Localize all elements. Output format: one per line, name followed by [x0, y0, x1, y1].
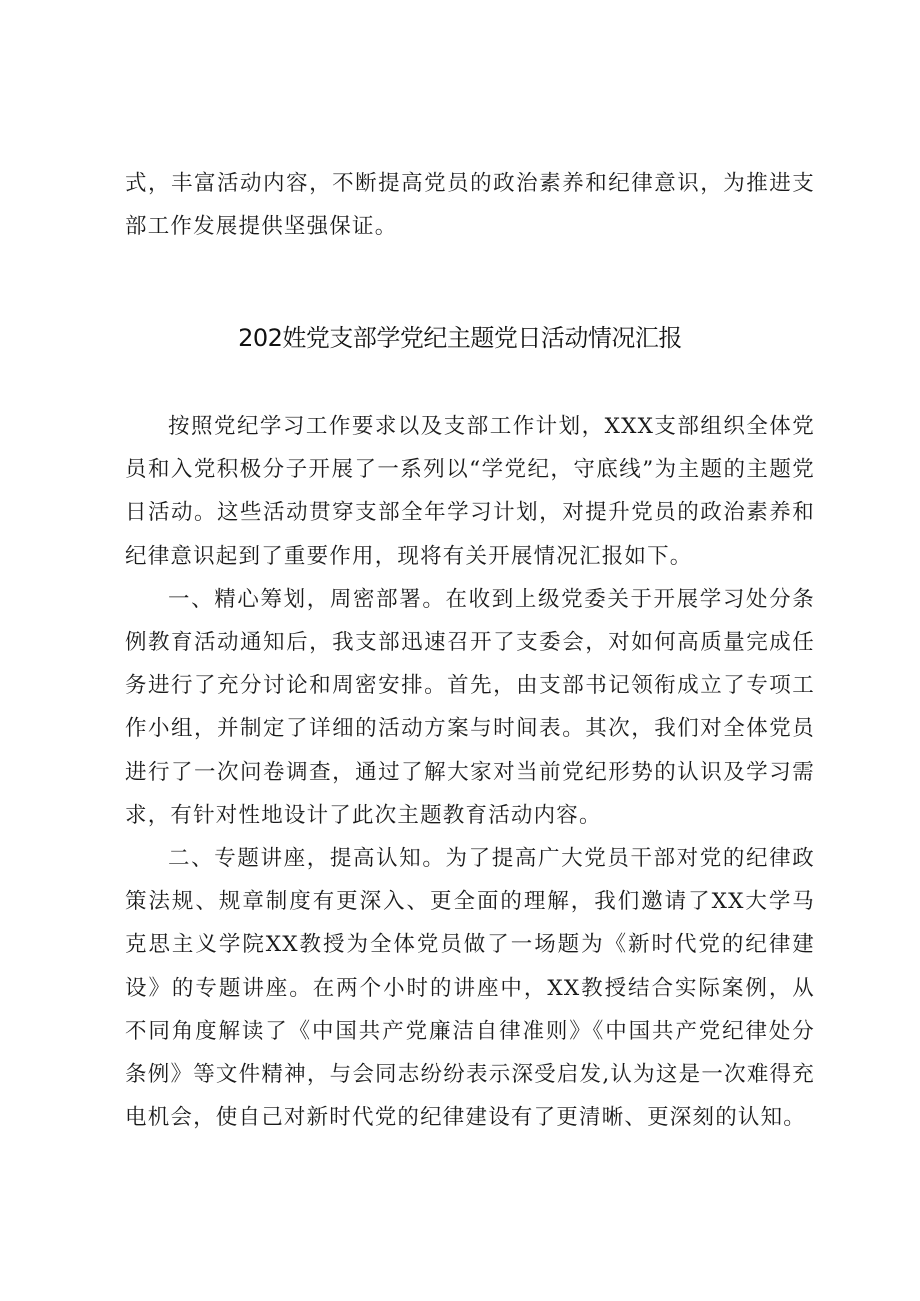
paragraph-section-two: 二、专题讲座，提高认知。为了提高广大党员干部对党的纪律政策法规、规章制度有更深入、更全面的理解，我们邀请了XX大学马克思主义学院XX教授为全体党员做了一场题为《新时代党的纪律建设》的专题讲座。在两个小时的讲座中，XX教授结合实际案例，从不同角度解读了《中国共产党廉洁自律准则》《中国共产党纪律处分条例》等文件精神，与会同志纷纷表示深受启发,认为这是一次难得充电机会，使自己对新时代党的纪律建设有了更清晰、更深刻的认知。: [125, 846, 815, 1131]
paragraph-intro: 按照党纪学习工作要求以及支部工作计划，XXX支部组织全体党员和入党积极分子开展了一系列以“学党纪，守底线”为主题的主题党日活动。这些活动贯穿支部全年学习计划，对提升党员的政治素养和纪律意识起到了重要作用，现将有关开展情况汇报如下。: [125, 414, 815, 569]
document-body: [125, 405, 815, 1139]
document-title: 202姓党支部学党纪主题党日活动情况汇报: [238, 324, 682, 352]
continuation-text: [125, 162, 815, 248]
continuation-paragraph: 式，丰富活动内容，不断提高党员的政治素养和纪律意识，为推进支部工作发展提供坚强保证。: [125, 171, 815, 240]
paragraph-section-one: 一、精心筹划，周密部署。在收到上级党委关于开展学习处分条例教育活动通知后，我支部迅速召开了支委会，对如何高质量完成任务进行了充分讨论和周密安排。首先，由支部书记领衔成立了专项工作小组，并制定了详细的活动方案与时间表。其次，我们对全体党员进行了一次问卷调查，通过了解大家对当前党纪形势的认识及学习需求，有针对性地设计了此次主题教育活动内容。: [125, 586, 815, 828]
